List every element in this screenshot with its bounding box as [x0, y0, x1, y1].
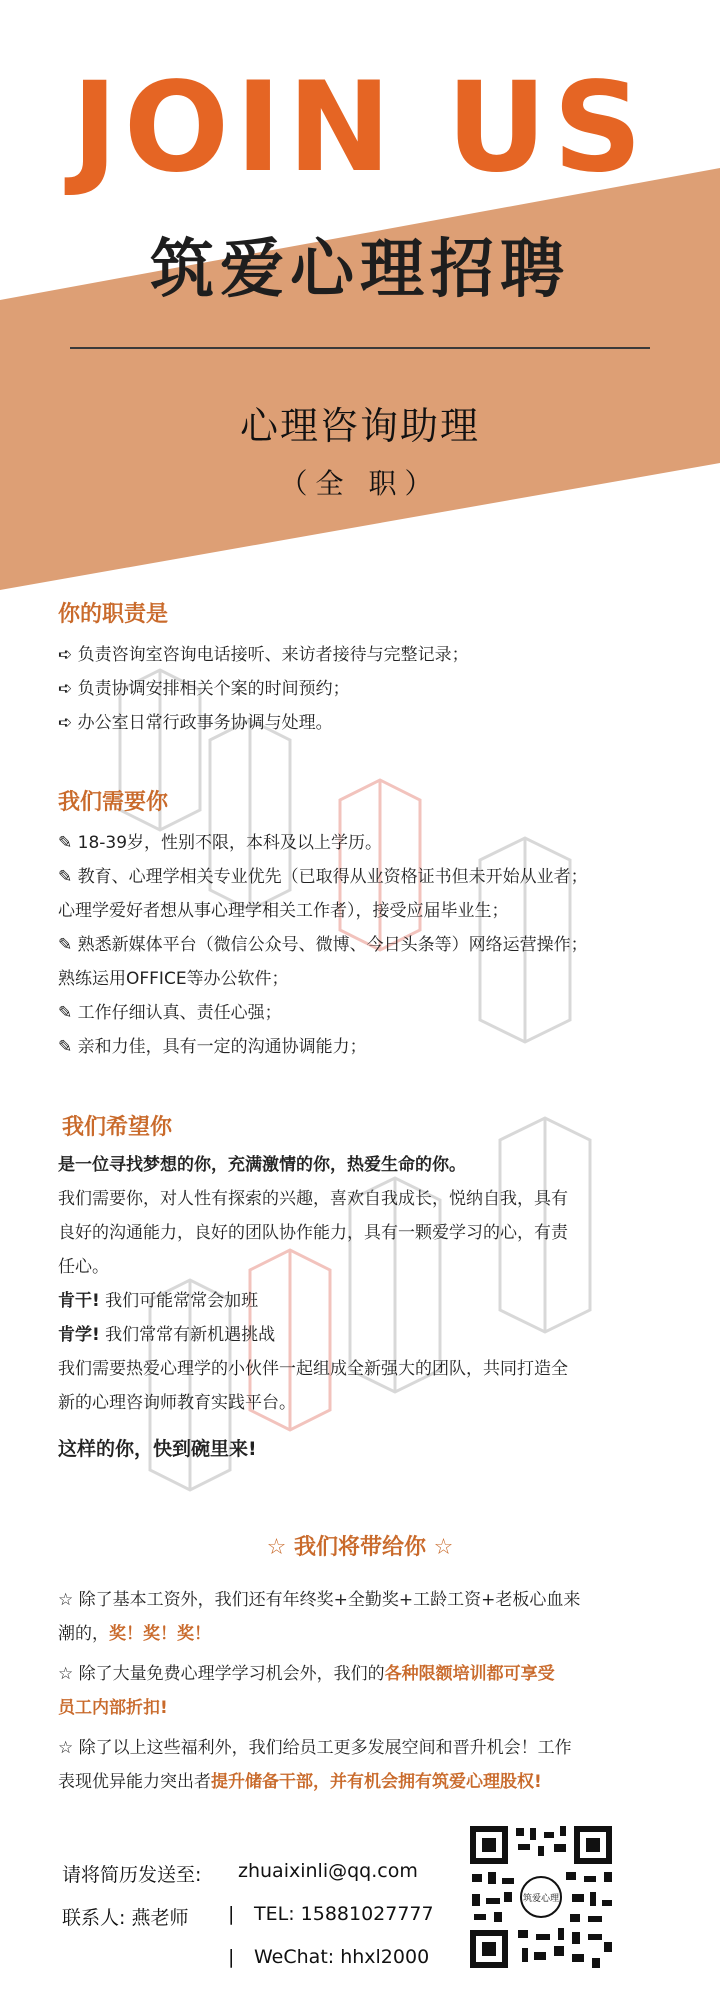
divider	[70, 347, 650, 349]
hope-paragraph-line: 任心。	[58, 1257, 109, 1277]
hope-body	[58, 1148, 568, 1466]
kengan-label: 肯干!	[58, 1291, 100, 1311]
requirements-title: 我们需要你	[58, 790, 169, 815]
call-to-action: 这样的你，快到碗里来!	[58, 1438, 257, 1460]
benefit-highlight: 提升储备干部，并有机会拥有筑爱心理股权!	[211, 1772, 542, 1792]
duty-item: ➪ 负责咨询室咨询电话接听、来访者接待与完整记录；	[58, 645, 469, 665]
kenxue-label: 肯学!	[58, 1325, 100, 1345]
duty-item: ➪ 办公室日常行政事务协调与处理。	[58, 713, 333, 733]
hope-title: 我们希望你	[62, 1115, 173, 1140]
contact-person: 联系人: 燕老师	[62, 1907, 189, 1929]
benefit-highlight: 各种限额培训都可享受	[384, 1664, 555, 1684]
requirement-line: 心理学爱好者想从事心理学相关工作者），接受应届毕业生；	[58, 901, 509, 921]
benefit-highlight: 员工内部折扣!	[58, 1698, 168, 1718]
duties-title: 你的职责是	[58, 602, 169, 627]
benefit-text: ☆ 除了大量免费心理学学习机会外，我们的	[58, 1664, 385, 1684]
employment-type: （全 职）	[279, 467, 441, 500]
separator: |	[228, 1903, 235, 1925]
wechat-id[interactable]: WeChat: hhxl2000	[254, 1946, 430, 1968]
requirement-line: ✎ 熟悉新媒体平台（微信公众号、微博、今日头条等）网络运营操作；	[58, 935, 588, 955]
team-line: 我们需要热爱心理学的小伙伴一起组成全新强大的团队，共同打造全	[58, 1359, 568, 1379]
requirement-line: ✎ 教育、心理学相关专业优先（已取得从业资格证书但未开始从业者；	[58, 867, 588, 887]
hope-paragraph-line: 良好的沟通能力，良好的团队协作能力，具有一颗爱学习的心，有责	[58, 1223, 568, 1243]
qr-center-label: 筑爱心理	[522, 1894, 560, 1904]
email-link[interactable]: zhuaixinli@qq.com	[238, 1860, 418, 1882]
requirements-list	[58, 826, 588, 1064]
kenxue-line	[58, 1318, 568, 1352]
team-line: 新的心理咨询师教育实践平台。	[58, 1393, 296, 1413]
hope-paragraph-line: 我们需要你，对人性有探索的兴趣，喜欢自我成长，悦纳自我，具有	[58, 1189, 568, 1209]
benefits-list	[58, 1583, 580, 1799]
duties-list	[58, 638, 469, 740]
duty-item: ➪ 负责协调安排相关个案的时间预约；	[58, 679, 350, 699]
hero-subtitle: 筑爱心理招聘	[150, 233, 570, 307]
hope-intro: 是一位寻找梦想的你，充满激情的你，热爱生命的你。	[58, 1155, 466, 1175]
benefit-line	[58, 1657, 580, 1691]
requirement-line: ✎ 18-39岁，性别不限，本科及以上学历。	[58, 833, 383, 853]
benefits-title: ☆ 我们将带给你 ☆	[266, 1535, 454, 1560]
requirement-line: ✎ 亲和力佳，具有一定的沟通协调能力；	[58, 1037, 367, 1057]
kenxue-text: 我们常常有新机遇挑战	[105, 1325, 276, 1345]
benefit-highlight: 奖！奖！奖！	[109, 1624, 211, 1644]
benefit-line: ☆ 除了以上这些福利外，我们给员工更多发展空间和晋升机会！工作	[58, 1738, 572, 1758]
kengan-text: 我们可能常常会加班	[105, 1291, 259, 1311]
position-title: 心理咨询助理	[239, 404, 480, 448]
requirement-line: ✎ 工作仔细认真、责任心强；	[58, 1003, 282, 1023]
phone-number[interactable]: TEL: 15881027777	[254, 1903, 434, 1925]
benefit-line	[58, 1765, 580, 1799]
separator: |	[228, 1946, 235, 1968]
benefit-text: 潮的，	[58, 1624, 109, 1644]
qr-code[interactable]	[466, 1822, 616, 1972]
hero-title: JOIN US	[71, 56, 649, 200]
benefit-line: ☆ 除了基本工资外，我们还有年终奖+全勤奖+工龄工资+老板心血来	[58, 1590, 581, 1610]
resume-label: 请将简历发送至:	[62, 1864, 202, 1886]
kengan-line	[58, 1284, 568, 1318]
requirement-line: 熟练运用OFFICE等办公软件；	[58, 969, 289, 989]
benefit-line	[58, 1617, 580, 1651]
benefit-text: 表现优异能力突出者	[58, 1772, 211, 1792]
